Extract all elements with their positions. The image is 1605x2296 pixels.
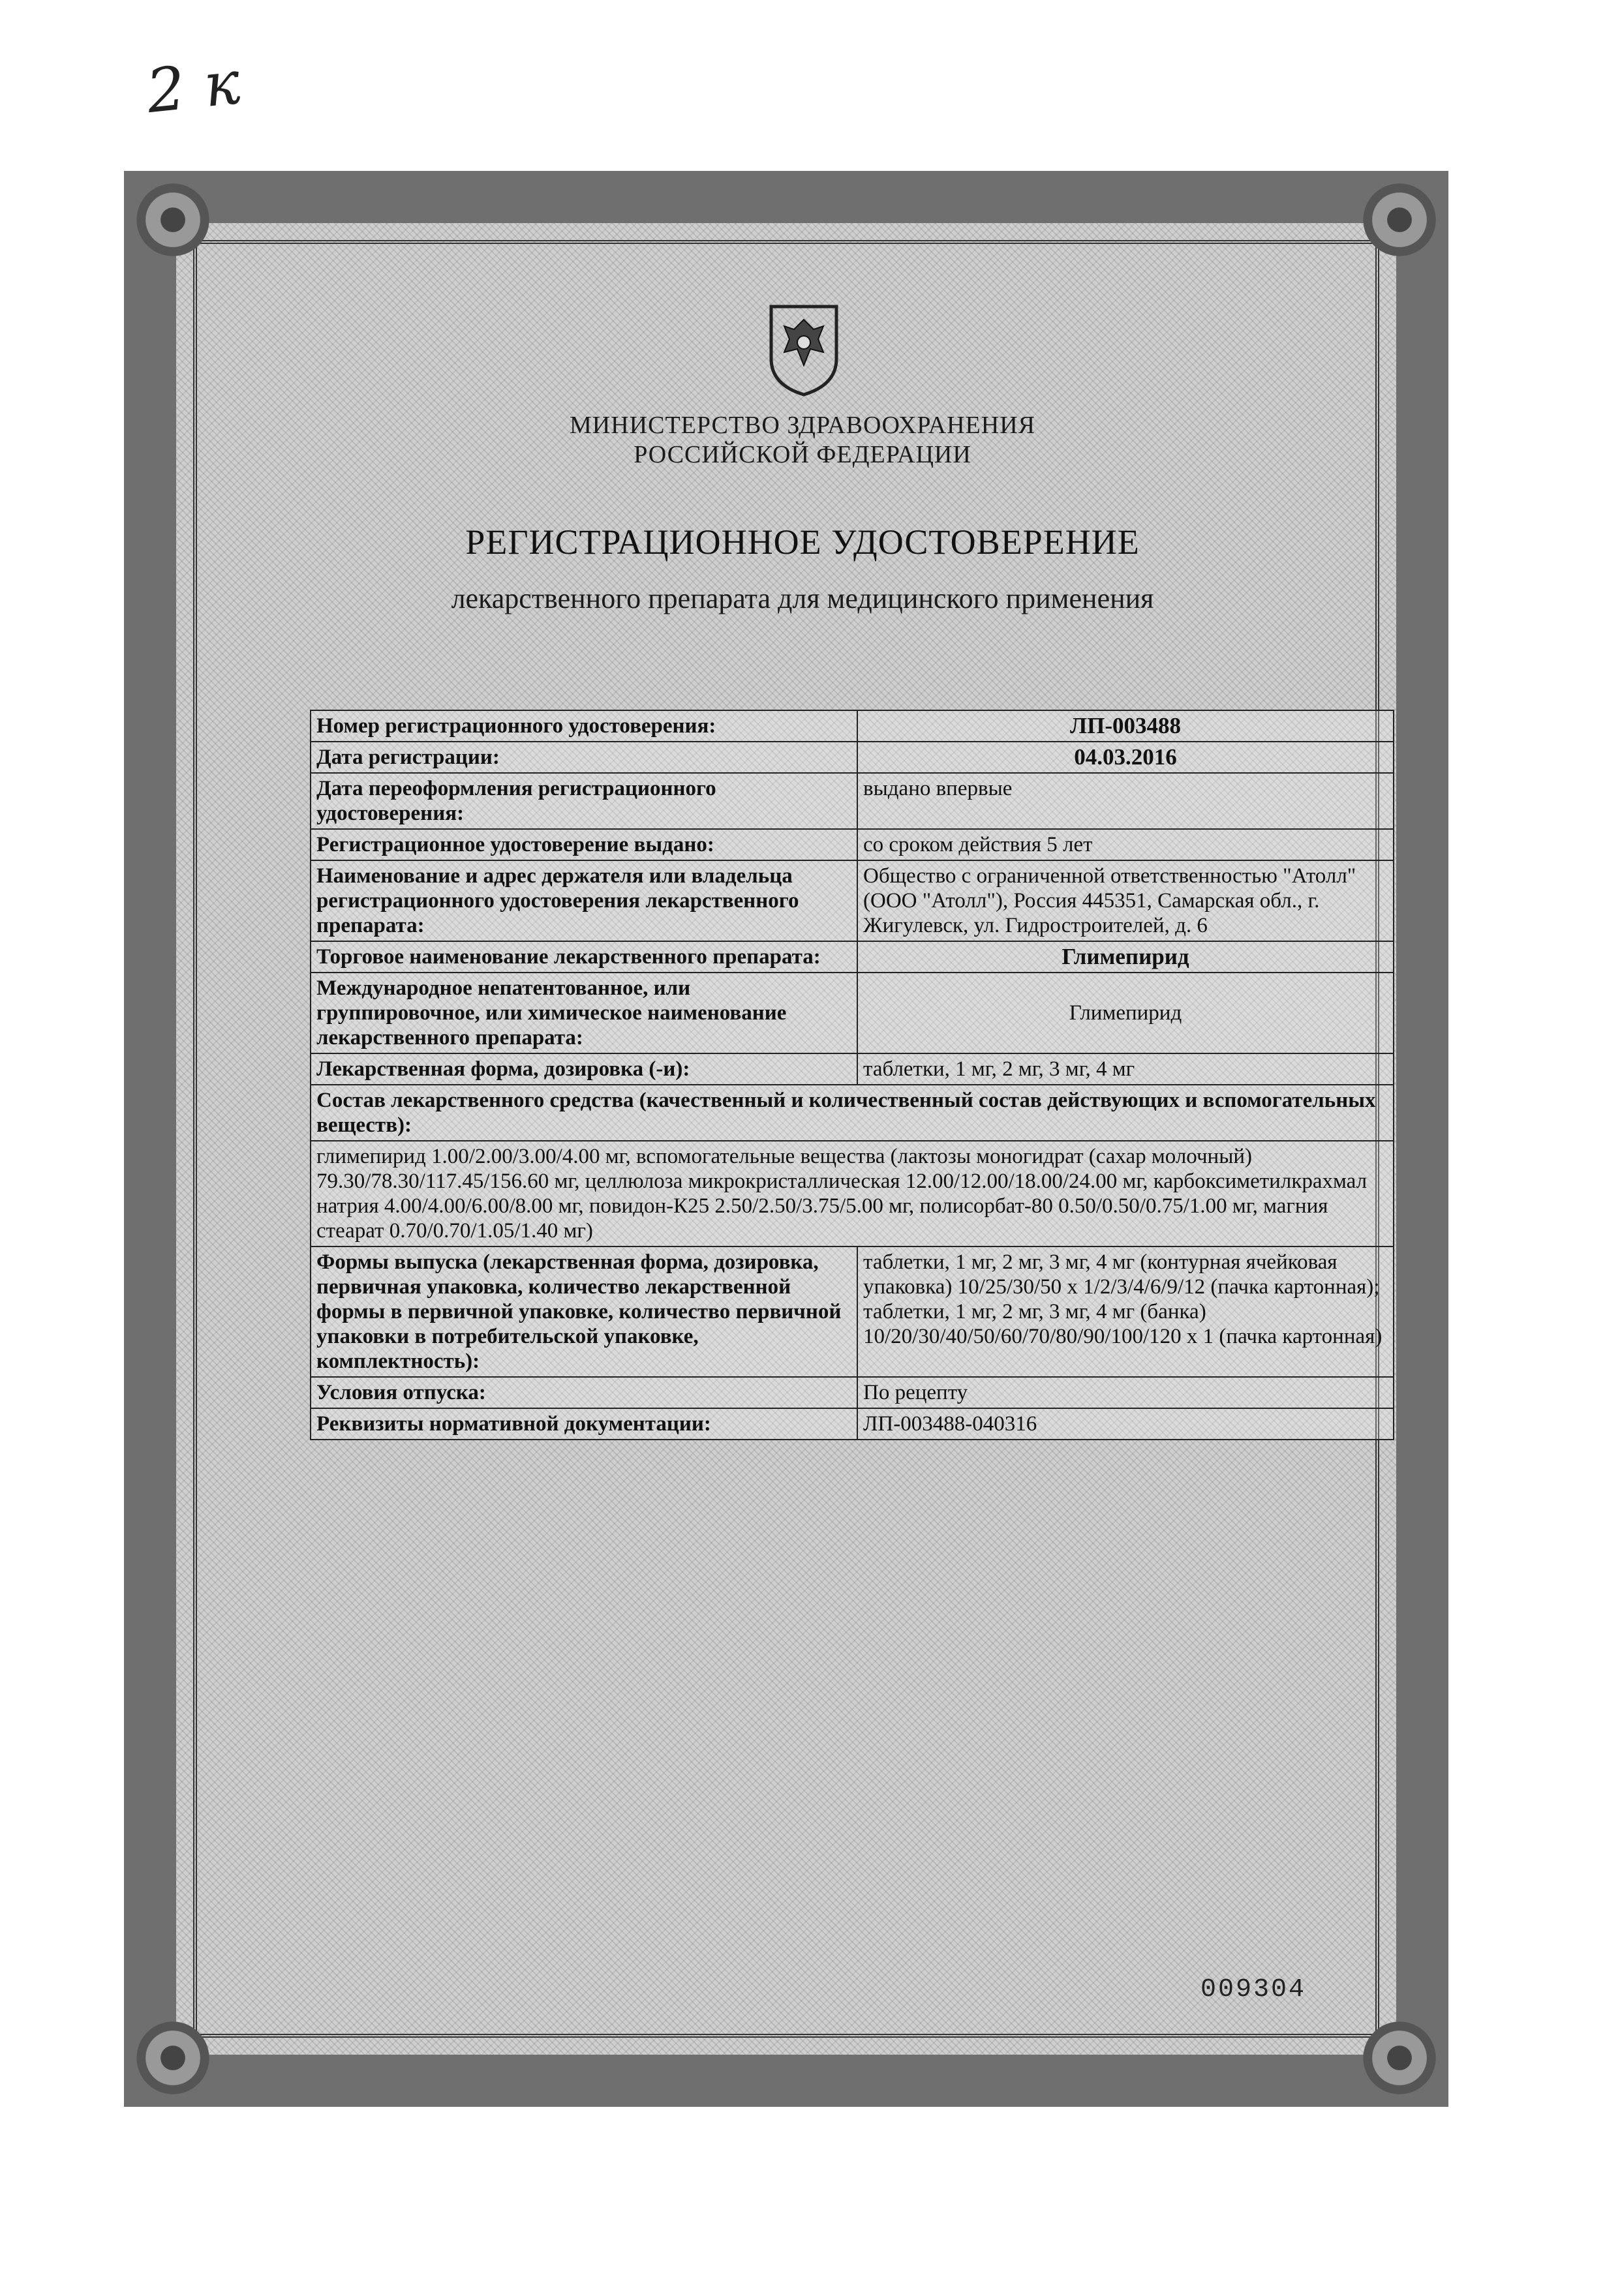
- reg-number-label: Номер регистрационного удостоверения:: [311, 710, 857, 742]
- composition-value: глимепирид 1.00/2.00/3.00/4.00 мг, вспомогательные вещества (лактозы моногидрат (сахар молочный) 79.30/78.30/117.45/156.60 мг, целлюлоза микрокристаллическая 12.00/12.00/18.00/24.00 мг, карбоксиметилкрахмал натрия 4.00/4.00/6.00/8.00 мг, повидон-К25 2.50/2.50/3.75/5.00 мг, полисорбат-80 0.50/0.50/0.75/1.00 мг, магния стеарат 0.70/0.70/1.05/1.40 мг): [311, 1141, 1394, 1246]
- serial-number: 009304: [1200, 1975, 1307, 2004]
- corner-ornament: [1357, 177, 1442, 262]
- document-subtitle: лекарственного препарата для медицинского применения: [451, 582, 1154, 614]
- holder-value: Общество с ограниченной ответственностью "Атолл" (ООО "Атолл"), Россия 445351, Самарская обл., г. Жигулевск, ул. Гидростроителей, д. 6: [857, 860, 1394, 941]
- dispense-conditions-value: По рецепту: [857, 1377, 1394, 1408]
- table-row: [311, 941, 1394, 973]
- issued-value: со сроком действия 5 лет: [857, 829, 1394, 860]
- reg-date-value: 04.03.2016: [857, 742, 1394, 773]
- table-row: [311, 860, 1394, 941]
- packaging-value: таблетки, 1 мг, 2 мг, 3 мг, 4 мг (контурная ячейковая упаковка) 10/25/30/50 x 1/2/3/4/6/9/12 (пачка картонная); таблетки, 1 мг, 2 мг, 3 мг, 4 мг (банка) 10/20/30/40/50/60/70/80/90/100/120 x 1 (пачка картонная): [857, 1246, 1394, 1377]
- trade-name-value: Глимепирид: [857, 941, 1394, 973]
- inn-label: Международное непатентованное, или группировочное, или химическое наименование лекарственного препарата:: [311, 973, 857, 1053]
- corner-ornament: [1357, 2016, 1442, 2100]
- table-row: [311, 1408, 1394, 1440]
- table-row: [311, 773, 1394, 829]
- table-row: [311, 742, 1394, 773]
- composition-label: Состав лекарственного средства (качественный и количественный состав действующих и вспомогательных веществ):: [311, 1085, 1394, 1141]
- issued-label: Регистрационное удостоверение выдано:: [311, 829, 857, 860]
- reissue-date-label: Дата переоформления регистрационного удостоверения:: [311, 773, 857, 829]
- table-row: [311, 1246, 1394, 1377]
- table-row: [311, 1053, 1394, 1085]
- table-row: [311, 1085, 1394, 1141]
- ministry-name-line1: МИНИСТЕРСТВО ЗДРАВООХРАНЕНИЯ: [570, 412, 1035, 439]
- table-row: [311, 1377, 1394, 1408]
- reg-date-label: Дата регистрации:: [311, 742, 857, 773]
- holder-label: Наименование и адрес держателя или владельца регистрационного удостоверения лекарственного препарата:: [311, 860, 857, 941]
- document-title: РЕГИСТРАЦИОННОЕ УДОСТОВЕРЕНИЕ: [465, 522, 1140, 562]
- normative-docs-value: ЛП-003488-040316: [857, 1408, 1394, 1440]
- packaging-label: Формы выпуска (лекарственная форма, дозировка, первичная упаковка, количество лекарственной формы в первичной упаковке, количество первичной упаковки в потребительской упаковке, комплектность):: [311, 1246, 857, 1377]
- inn-value: Глимепирид: [857, 973, 1394, 1053]
- reissue-date-value: выдано впервые: [857, 773, 1394, 829]
- table-row: [311, 829, 1394, 860]
- table-row: [311, 973, 1394, 1053]
- handwritten-note: 2 к: [143, 47, 243, 127]
- reg-number-value: ЛП-003488: [857, 710, 1394, 742]
- dosage-form-value: таблетки, 1 мг, 2 мг, 3 мг, 4 мг: [857, 1053, 1394, 1085]
- ministry-name-line2: РОССИЙСКОЙ ФЕДЕРАЦИИ: [634, 441, 971, 468]
- normative-docs-label: Реквизиты нормативной документации:: [311, 1408, 857, 1440]
- trade-name-label: Торговое наименование лекарственного препарата:: [311, 941, 857, 973]
- table-row: [311, 1141, 1394, 1246]
- corner-ornament: [130, 177, 215, 262]
- dosage-form-label: Лекарственная форма, дозировка (-и):: [311, 1053, 857, 1085]
- russian-coat-of-arms-icon: [765, 300, 843, 398]
- dispense-conditions-label: Условия отпуска:: [311, 1377, 857, 1408]
- table-row: [311, 710, 1394, 742]
- corner-ornament: [130, 2016, 215, 2100]
- registration-table: [310, 710, 1394, 1440]
